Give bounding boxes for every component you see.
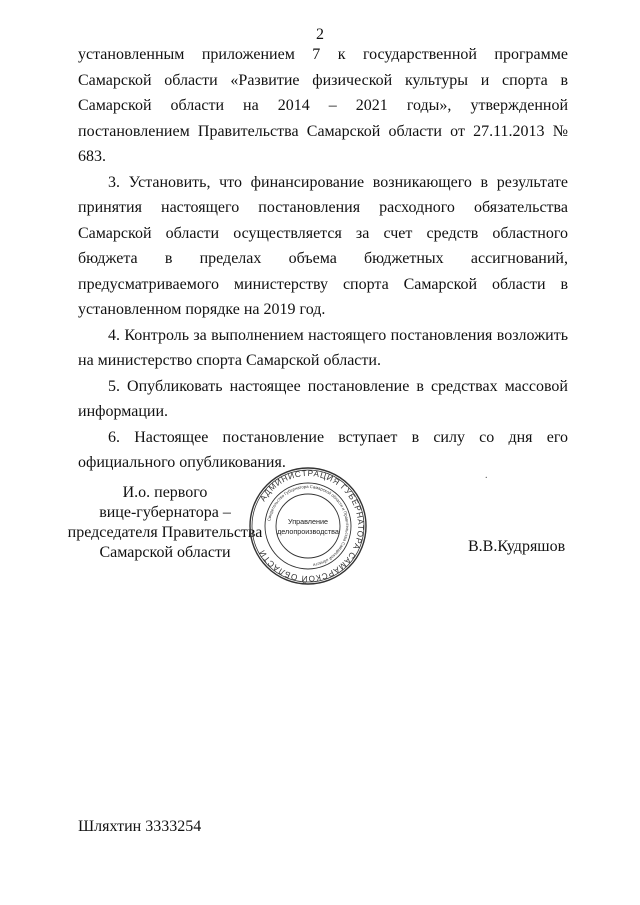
executor-note: Шляхтин 3333254 <box>78 818 202 835</box>
paragraph-3: 3. Установить, что финансирование возникающего в результате принятия настоящего постановления расходного обязательства Самарской области осуществляется за счет средств областного бюджета в пределах объема бюджетных ассигнований, предусматриваемого министерству спорта Самарской области в установленном порядке на 2019 год. <box>78 173 568 318</box>
seal-middle-text: Свидетельство Губернатора Самарской области и Правительства Самарской области <box>266 483 351 568</box>
paragraph-4: 4. Контроль за выполнением настоящего постановления возложить на министерство спорта Самарской области. <box>78 326 568 369</box>
signature-title-line-2: вице-губернатора – <box>99 504 231 521</box>
seal-graphic <box>247 465 369 587</box>
signature-title-line-3: председателя Правительства <box>67 524 263 541</box>
seal-outer-text: АДМИНИСТРАЦИЯ ГУБЕРНАТОРА САМАРСКОЙ ОБЛАСТИ <box>257 468 366 584</box>
signature-title-line-4: Самарской области <box>99 544 231 561</box>
margin-mark: . <box>485 470 488 481</box>
continuation-first-line: установленным приложением 7 к государственной программе <box>78 46 568 63</box>
paragraph-continuation <box>78 42 568 170</box>
document-body <box>78 42 568 476</box>
seal-center-line-2: делопроизводства <box>277 527 339 536</box>
signature-title-line-1: И.о. первого <box>122 484 208 501</box>
seal-center-line-1: Управление <box>288 517 328 526</box>
paragraph-6: 6. Настоящее постановление вступает в силу со дня его официального опубликования. <box>78 428 568 471</box>
signer-name: В.В.Кудряшов <box>468 538 566 555</box>
signature-title-block <box>60 483 270 563</box>
official-seal-stamp <box>247 465 369 587</box>
paragraph-5: 5. Опубликовать настоящее постановление в средствах массовой информации. <box>78 377 568 420</box>
continuation-rest: Самарской области «Развитие физической культуры и спорта в Самарской области на 2014 – 2021 годы», утвержденной постановлением Правительства Самарской области от 27.11.2013 № 683. <box>78 71 568 165</box>
page-number: 2 <box>316 26 324 43</box>
